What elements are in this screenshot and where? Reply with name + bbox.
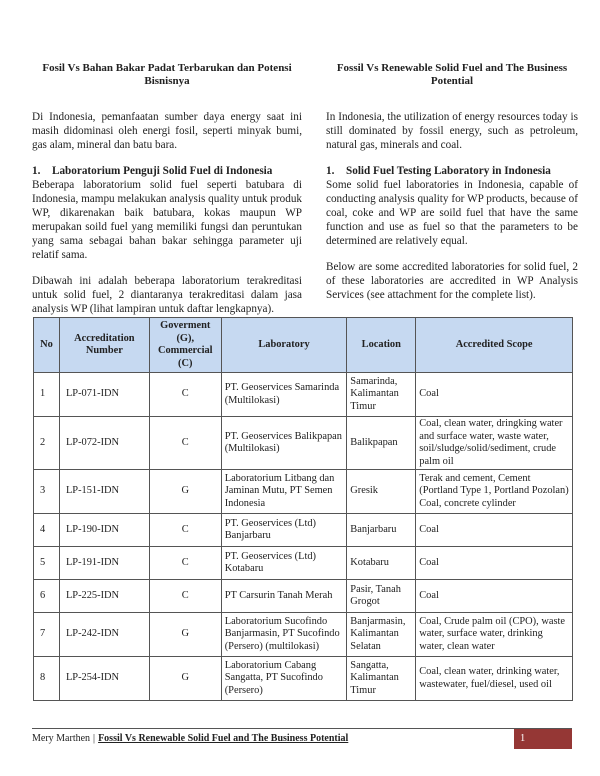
cell-type: C [149,514,221,547]
cell-location: Balikpapan [347,417,416,470]
cell-no: 1 [34,373,60,417]
footer-author: Mery Marthen [32,733,91,744]
table-row [34,417,573,470]
cell-accreditation-number: LP-225-IDN [59,580,149,613]
cell-laboratory: PT. Geoservices Balikpapan (Multilokasi) [221,417,347,470]
table-row [34,373,573,417]
right-section-number: 1. [326,165,335,177]
cell-laboratory: Laboratorium Litbang dan Jaminan Mutu, PT Semen Indonesia [221,470,347,514]
cell-type: C [149,580,221,613]
cell-type: G [149,613,221,657]
right-section-body: Some solid fuel laboratories in Indonesia, capable of conducting analysis quality for WP products, because of coal, coke and WP are soild fuel that have the same function and use as fuel so that the parameters to be determined are relatively equal. [326,179,578,247]
header-location: Location [347,318,416,373]
left-closing: Dibawah ini adalah beberapa laboratorium terakreditasi untuk solid fuel, 2 diantaranya terakreditasi dalam jasa analysis WP (lihat lampiran untuk daftar lengkapnya). [32,275,302,315]
table-header-row [34,318,573,373]
footer [32,733,348,744]
cell-laboratory: PT. Geoservices Samarinda (Multilokasi) [221,373,347,417]
cell-type: C [149,417,221,470]
cell-type: C [149,373,221,417]
left-section-number: 1. [32,165,41,177]
cell-type: G [149,470,221,514]
header-scope: Accredited Scope [416,318,573,373]
cell-scope: Coal [416,373,573,417]
left-section-heading [32,164,302,178]
cell-no: 6 [34,580,60,613]
right-intro: In Indonesia, the utilization of energy resources today is still dominated by fossil energy, such as petroleum, natural gas, minerals and coal. [326,111,578,151]
cell-no: 5 [34,547,60,580]
left-section-title: Laboratorium Penguji Solid Fuel di Indonesia [52,165,273,177]
table-row [34,547,573,580]
left-column [32,62,302,328]
cell-location: Gresik [347,470,416,514]
table-row [34,470,573,514]
cell-scope: Coal [416,547,573,580]
right-column [326,62,578,314]
cell-accreditation-number: LP-072-IDN [59,417,149,470]
cell-laboratory: Laboratorium Sucofindo Banjarmasin, PT Sucofindo (Persero) (multilokasi) [221,613,347,657]
cell-location: Banjarbaru [347,514,416,547]
footer-divider [32,728,572,729]
right-closing: Below are some accredited laboratories for solid fuel, 2 of these laboratories are accredited in WP Analysis Services (see attachment for the complete list). [326,261,578,301]
table-row [34,657,573,701]
table-row [34,514,573,547]
cell-scope: Terak and cement, Cement (Portland Type 1, Portland Pozolan) Coal, concrete cylinder [416,470,573,514]
left-section-body: Beberapa laboratorium solid fuel seperti batubara di Indonesia, mampu melakukan analysis quality untuk produk WP, dikarenakan baik batubara, kokas maupun WP merupakan soild fuel yang memiliki fungsi dan peruntukan yang sama sebagai bahan bakar sehingga parameter uji relatif sama. [32,179,303,261]
accreditation-table [33,317,573,701]
cell-scope: Coal, Crude palm oil (CPO), waste water, surface water, drinking water, clean water [416,613,573,657]
cell-type: G [149,657,221,701]
cell-location: Pasir, Tanah Grogot [347,580,416,613]
cell-scope: Coal, clean water, drinking water, wastewater, fuel/diesel, used oil [416,657,573,701]
cell-scope: Coal [416,514,573,547]
right-section-heading [326,164,578,178]
page-number: 1 [520,733,526,744]
cell-location: Kotabaru [347,547,416,580]
cell-scope: Coal [416,580,573,613]
cell-accreditation-number: LP-190-IDN [59,514,149,547]
cell-scope: Coal, clean water, dringking water and surface water, waste water, soil/sludge/solid/sediment, crude palm oil [416,417,573,470]
cell-laboratory: PT. Geoservices (Ltd) Banjarbaru [221,514,347,547]
cell-laboratory: PT Carsurin Tanah Merah [221,580,347,613]
cell-laboratory: Laboratorium Cabang Sangatta, PT Sucofindo (Persero) [221,657,347,701]
page-number-badge [514,729,572,749]
footer-separator: | [93,733,96,744]
right-title: Fossil Vs Renewable Solid Fuel and The Business Potential [336,62,568,87]
left-intro: Di Indonesia, pemanfaatan sumber daya energy saat ini masih didominasi oleh energi fosil, seperti minyak bumi, gas alam, mineral dan batu bara. [32,111,302,151]
right-section-title: Solid Fuel Testing Laboratory in Indonesia [346,165,551,177]
cell-accreditation-number: LP-071-IDN [59,373,149,417]
cell-location: Sangatta, Kalimantan Timur [347,657,416,701]
cell-accreditation-number: LP-151-IDN [59,470,149,514]
cell-laboratory: PT. Geoservices (Ltd) Kotabaru [221,547,347,580]
cell-accreditation-number: LP-254-IDN [59,657,149,701]
header-no: No [34,318,60,373]
cell-accreditation-number: LP-242-IDN [59,613,149,657]
table-row [34,580,573,613]
header-laboratory: Laboratory [221,318,347,373]
header-accreditation: Accreditation Number [59,318,149,373]
table-row [34,613,573,657]
cell-location: Samarinda, Kalimantan Timur [347,373,416,417]
cell-no: 7 [34,613,60,657]
header-type: Goverment (G), Commercial (C) [149,318,221,373]
cell-no: 8 [34,657,60,701]
footer-title: Fossil Vs Renewable Solid Fuel and The Business Potential [98,733,349,744]
cell-no: 3 [34,470,60,514]
cell-no: 2 [34,417,60,470]
cell-accreditation-number: LP-191-IDN [59,547,149,580]
cell-type: C [149,547,221,580]
left-title: Fosil Vs Bahan Bakar Padat Terbarukan dan Potensi Bisnisnya [42,62,292,87]
cell-location: Banjarmasin, Kalimantan Selatan [347,613,416,657]
cell-no: 4 [34,514,60,547]
